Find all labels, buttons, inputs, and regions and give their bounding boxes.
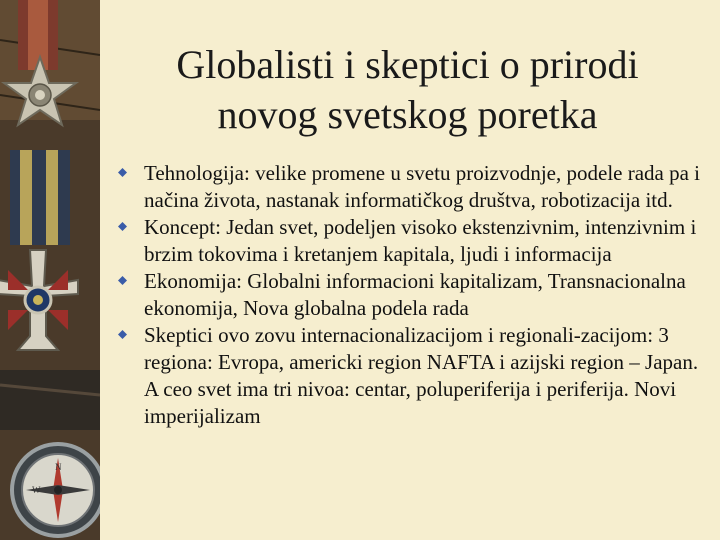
- diamond-bullet-icon: [118, 168, 127, 177]
- bullet-text: Koncept: Jedan svet, podeljen visoko ekstenzivnim, intenzivnim i brzim tokovima i kretanjem kapitala, ljudi i informacija: [144, 215, 697, 266]
- bullet-item-technology: [118, 160, 703, 214]
- bullet-text: Skeptici ovo zovu internacionalizacijom i regionali-zacijom: 3 regiona: Evropa, americki region NAFTA i azijski region – Japan. A ceo svet ima tri nivoa: centar, poluperiferija i periferija. Novi imperijalizam: [144, 323, 699, 428]
- diamond-bullet-icon: [118, 330, 127, 339]
- bullet-text: Ekonomija: Globalni informacioni kapitalizam, Transnacionalna ekonomija, Nova globalna podela rada: [144, 269, 686, 320]
- diamond-bullet-icon: [118, 222, 127, 231]
- bullet-item-skeptics: [118, 322, 703, 430]
- svg-text:N: N: [55, 462, 62, 472]
- svg-text:W: W: [32, 485, 41, 495]
- bullet-list: [118, 160, 703, 430]
- compass-icon: [12, 444, 100, 536]
- slide-title: [130, 40, 685, 140]
- bullet-item-economy: [118, 268, 703, 322]
- bullet-text: Tehnologija: velike promene u svetu proizvodnje, podele rada pa i načina života, nastanak informatičkog društva, robotizacija itd.: [144, 161, 701, 212]
- title-line-1: Globalisti i skeptici o prirodi: [176, 42, 639, 87]
- bullet-item-concept: [118, 214, 703, 268]
- title-line-2: novog svetskog poretka: [217, 92, 598, 137]
- decorative-medals-strip: [0, 0, 100, 540]
- diamond-bullet-icon: [118, 276, 127, 285]
- medals-illustration-icon: [0, 0, 100, 540]
